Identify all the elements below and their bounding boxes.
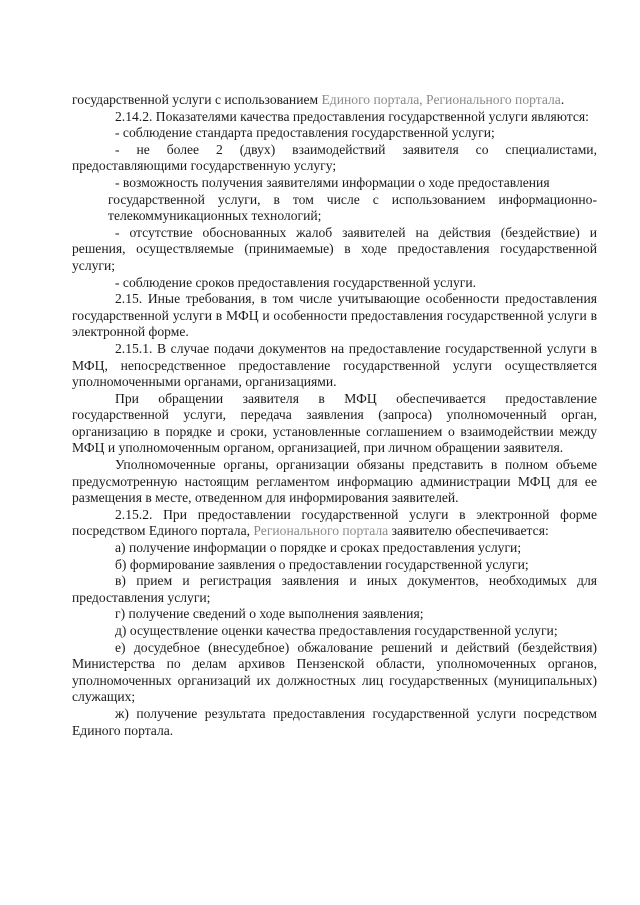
- faded-text-fragment: Единого портала, Регионального портала: [321, 92, 561, 107]
- list-item: г) получение сведений о ходе выполнения заявления;: [115, 606, 424, 622]
- list-item: - соблюдение стандарта предоставления государственной услуги;: [115, 125, 495, 141]
- paragraph-continuation: [72, 92, 597, 109]
- paragraph-2-15-1: 2.15.1. В случае подачи документов на предоставление государственной услуги в МФЦ, непосредственное предоставление государственной услуги осуществляется уполномоченными органами, организациями.: [72, 340, 597, 390]
- list-item: в) прием и регистрация заявления и иных документов, необходимых для предоставления услуги;: [72, 573, 597, 605]
- list-item: е) досудебное (внесудебное) обжалование решений и действий (бездействия) Министерства по делам архивов Пензенской области, уполномоченных органов, уполномоченных организаций их должностных лиц государственных (муниципальных) служащих;: [72, 639, 597, 705]
- list-item: а) получение информации о порядке и сроках предоставления услуги;: [115, 540, 522, 556]
- list-item: д) осуществление оценки качества предоставления государственной услуги;: [115, 623, 558, 638]
- list-item: - возможность получения заявителями информации о ходе предоставления: [115, 174, 550, 190]
- faded-text-fragment: Регионального портала: [253, 523, 389, 539]
- paragraph: Уполномоченные органы, организации обязаны представить в полном объеме предусмотренную настоящим регламентом информацию администрации МФЦ для ее размещения в месте, отведенном для информирования заявителей.: [72, 457, 597, 506]
- list-item: б) формирование заявления о предоставлении государственной услуги;: [115, 556, 529, 572]
- text-fragment: заявителю обеспечивается:: [388, 523, 549, 539]
- list-item-continuation: государственной услуги, в том числе с использованием информационно-телекоммуникационных технологий;: [108, 191, 597, 224]
- list-item: - не более 2 (двух) взаимодействий заявителя со специалистами, предоставляющими государственную услугу;: [72, 141, 597, 174]
- list-item: - соблюдение сроков предоставления государственной услуги.: [115, 274, 477, 290]
- paragraph-2-15: 2.15. Иные требования, в том числе учитывающие особенности предоставления государственной услуги в МФЦ и особенности предоставления государственной услуги в электронной форме.: [72, 291, 597, 340]
- text-fragment: государственной услуги с использованием: [72, 92, 322, 107]
- paragraph: При обращении заявителя в МФЦ обеспечивается предоставление государственной услуги, передача заявления (запроса) уполномоченный орган, организацию в порядке и сроки, установленные соглашением о взаимодействии между МФЦ и уполномоченным органом, организацией, при личном обращении заявителя.: [72, 390, 597, 456]
- document-body: [72, 92, 597, 739]
- paragraph-2-15-2: [72, 507, 597, 540]
- text-fragment: .: [560, 92, 565, 107]
- list-item: ж) получение результата предоставления государственной услуги посредством Единого портала.: [72, 705, 597, 738]
- list-item: - отсутствие обоснованных жалоб заявителей на действия (бездействие) и решения, осуществляемые (принимаемые) в ходе предоставления государственной услуги;: [72, 224, 597, 273]
- text-fragment: 2.15.2. При предоставлении государственной услуги в электронной форме посредством Единого портала,: [72, 506, 597, 539]
- paragraph-2-14-2: 2.14.2. Показателями качества предоставления государственной услуги являются:: [115, 108, 589, 124]
